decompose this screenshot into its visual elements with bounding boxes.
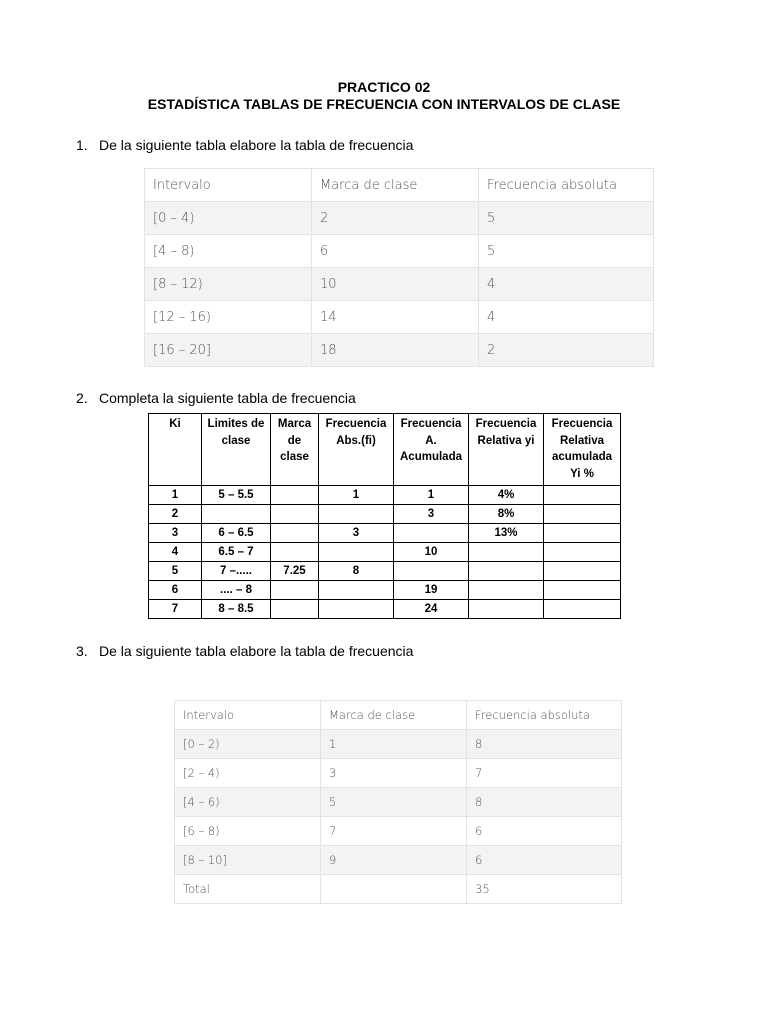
- page-subtitle: ESTADÍSTICA TABLAS DE FRECUENCIA CON INTERVALOS DE CLASE: [147, 96, 621, 112]
- frequency-table-1: [144, 168, 654, 367]
- table-cell: [271, 543, 319, 562]
- table-cell: 7: [321, 817, 467, 846]
- table-row: [145, 301, 654, 334]
- question-1: [76, 137, 413, 153]
- table-cell: 18: [312, 334, 479, 367]
- table-header-cell: Frecuencia absoluta: [467, 701, 622, 730]
- table-cell: [271, 505, 319, 524]
- table-cell: 5 – 5.5: [202, 486, 271, 505]
- table-cell: 6: [467, 817, 622, 846]
- table-cell: 4: [479, 268, 654, 301]
- table-cell: [0 – 4): [145, 202, 312, 235]
- table-cell: 10: [312, 268, 479, 301]
- table-cell: 8: [319, 562, 394, 581]
- table-cell: 10: [394, 543, 469, 562]
- table-cell: 8: [467, 788, 622, 817]
- table-header-cell: Frecuencia absoluta: [479, 169, 654, 202]
- table-cell: [4 – 8): [145, 235, 312, 268]
- table-cell: 6 – 6.5: [202, 524, 271, 543]
- table-cell: [544, 505, 621, 524]
- table-header-cell: Intervalo: [145, 169, 312, 202]
- table-row: [145, 268, 654, 301]
- table-cell: [271, 486, 319, 505]
- table-header-cell: Frecuencia Abs.(fi): [319, 414, 394, 486]
- table-cell: 7.25: [271, 562, 319, 581]
- table-cell: [202, 505, 271, 524]
- question-text: De la siguiente tabla elabore la tabla de frecuencia: [99, 643, 414, 659]
- table-cell: [2 – 4): [175, 759, 321, 788]
- table-cell: 2: [312, 202, 479, 235]
- table-cell: [321, 875, 467, 904]
- table-header-cell: Marca de clase: [321, 701, 467, 730]
- table-cell: [394, 524, 469, 543]
- table-cell: [469, 543, 544, 562]
- table-cell: 3: [321, 759, 467, 788]
- question-number: 1.: [76, 137, 88, 153]
- table-header-cell: Frecuencia A. Acumulada: [394, 414, 469, 486]
- table-cell: 9: [321, 846, 467, 875]
- question-3: [76, 643, 413, 659]
- table-header-cell: Limites de clase: [202, 414, 271, 486]
- table-cell: 7 –.....: [202, 562, 271, 581]
- table-cell: 8%: [469, 505, 544, 524]
- table-cell: [544, 524, 621, 543]
- table-cell: [319, 543, 394, 562]
- table-cell: 2: [149, 505, 202, 524]
- table-row: [175, 788, 622, 817]
- table-row: [149, 581, 621, 600]
- question-text: De la siguiente tabla elabore la tabla de frecuencia: [99, 137, 414, 153]
- table-row: [149, 543, 621, 562]
- table-row: [149, 562, 621, 581]
- table-header-row: [145, 169, 654, 202]
- frequency-table-3: [174, 700, 622, 904]
- question-2: [76, 390, 356, 406]
- table-cell: [271, 600, 319, 619]
- table-cell: 3: [319, 524, 394, 543]
- table-row: [149, 486, 621, 505]
- table-cell: 13%: [469, 524, 544, 543]
- table-cell: [0 – 2): [175, 730, 321, 759]
- table-cell: 2: [479, 334, 654, 367]
- table-cell: 8 – 8.5: [202, 600, 271, 619]
- table-cell: [394, 562, 469, 581]
- table-cell: 4: [479, 301, 654, 334]
- table-cell: 7: [467, 759, 622, 788]
- table-cell: [544, 543, 621, 562]
- table-cell: 14: [312, 301, 479, 334]
- table-cell: [544, 581, 621, 600]
- frequency-table-2: [148, 413, 621, 619]
- table-cell: [469, 600, 544, 619]
- table-row: [175, 817, 622, 846]
- table-cell: 5: [479, 202, 654, 235]
- table-cell: 1: [319, 486, 394, 505]
- table-row: [145, 202, 654, 235]
- table-header-cell: Intervalo: [175, 701, 321, 730]
- table-row: [149, 505, 621, 524]
- table-cell: 8: [467, 730, 622, 759]
- table-cell: 3: [149, 524, 202, 543]
- table-header-row: [175, 701, 622, 730]
- table-row: [149, 600, 621, 619]
- table-cell: 19: [394, 581, 469, 600]
- table-cell: [544, 486, 621, 505]
- table-cell: 6.5 – 7: [202, 543, 271, 562]
- table-cell: 1: [321, 730, 467, 759]
- table-row: [175, 759, 622, 788]
- table-cell: 4: [149, 543, 202, 562]
- table-header-cell: Frecuencia Relativa acumulada Yi %: [544, 414, 621, 486]
- table-cell: [16 – 20]: [145, 334, 312, 367]
- page-title: PRACTICO 02: [337, 79, 431, 95]
- table-cell: [271, 581, 319, 600]
- table-cell: [8 – 12): [145, 268, 312, 301]
- table-row: [175, 730, 622, 759]
- table-cell: 6: [149, 581, 202, 600]
- table-cell: [544, 600, 621, 619]
- table-row: [145, 334, 654, 367]
- table-cell: [319, 581, 394, 600]
- table-cell: 5: [479, 235, 654, 268]
- table-cell: 5: [149, 562, 202, 581]
- table-row: [145, 235, 654, 268]
- table-cell: 5: [321, 788, 467, 817]
- table-cell: [319, 600, 394, 619]
- table-cell: 6: [467, 846, 622, 875]
- table-cell: 24: [394, 600, 469, 619]
- table-row: [175, 875, 622, 904]
- table-cell: [544, 562, 621, 581]
- table-header-cell: Ki: [149, 414, 202, 486]
- table-cell: [6 – 8): [175, 817, 321, 846]
- table-cell: 7: [149, 600, 202, 619]
- table-cell: Total: [175, 875, 321, 904]
- table-header-cell: Marca de clase: [271, 414, 319, 486]
- table-cell: 35: [467, 875, 622, 904]
- table-header-row: [149, 414, 621, 486]
- table-cell: [319, 505, 394, 524]
- table-cell: [12 – 16): [145, 301, 312, 334]
- table-cell: 6: [312, 235, 479, 268]
- table-header-cell: Marca de clase: [312, 169, 479, 202]
- table-cell: [469, 562, 544, 581]
- table-cell: 1: [394, 486, 469, 505]
- table-cell: [8 – 10]: [175, 846, 321, 875]
- question-number: 3.: [76, 643, 88, 659]
- table-cell: [271, 524, 319, 543]
- question-number: 2.: [76, 390, 88, 406]
- table-cell: 4%: [469, 486, 544, 505]
- table-cell: .... – 8: [202, 581, 271, 600]
- table-header-cell: Frecuencia Relativa yi: [469, 414, 544, 486]
- table-cell: 1: [149, 486, 202, 505]
- table-cell: [469, 581, 544, 600]
- table-cell: [4 – 6): [175, 788, 321, 817]
- table-row: [175, 846, 622, 875]
- table-row: [149, 524, 621, 543]
- question-text: Completa la siguiente tabla de frecuencia: [99, 390, 356, 406]
- table-cell: 3: [394, 505, 469, 524]
